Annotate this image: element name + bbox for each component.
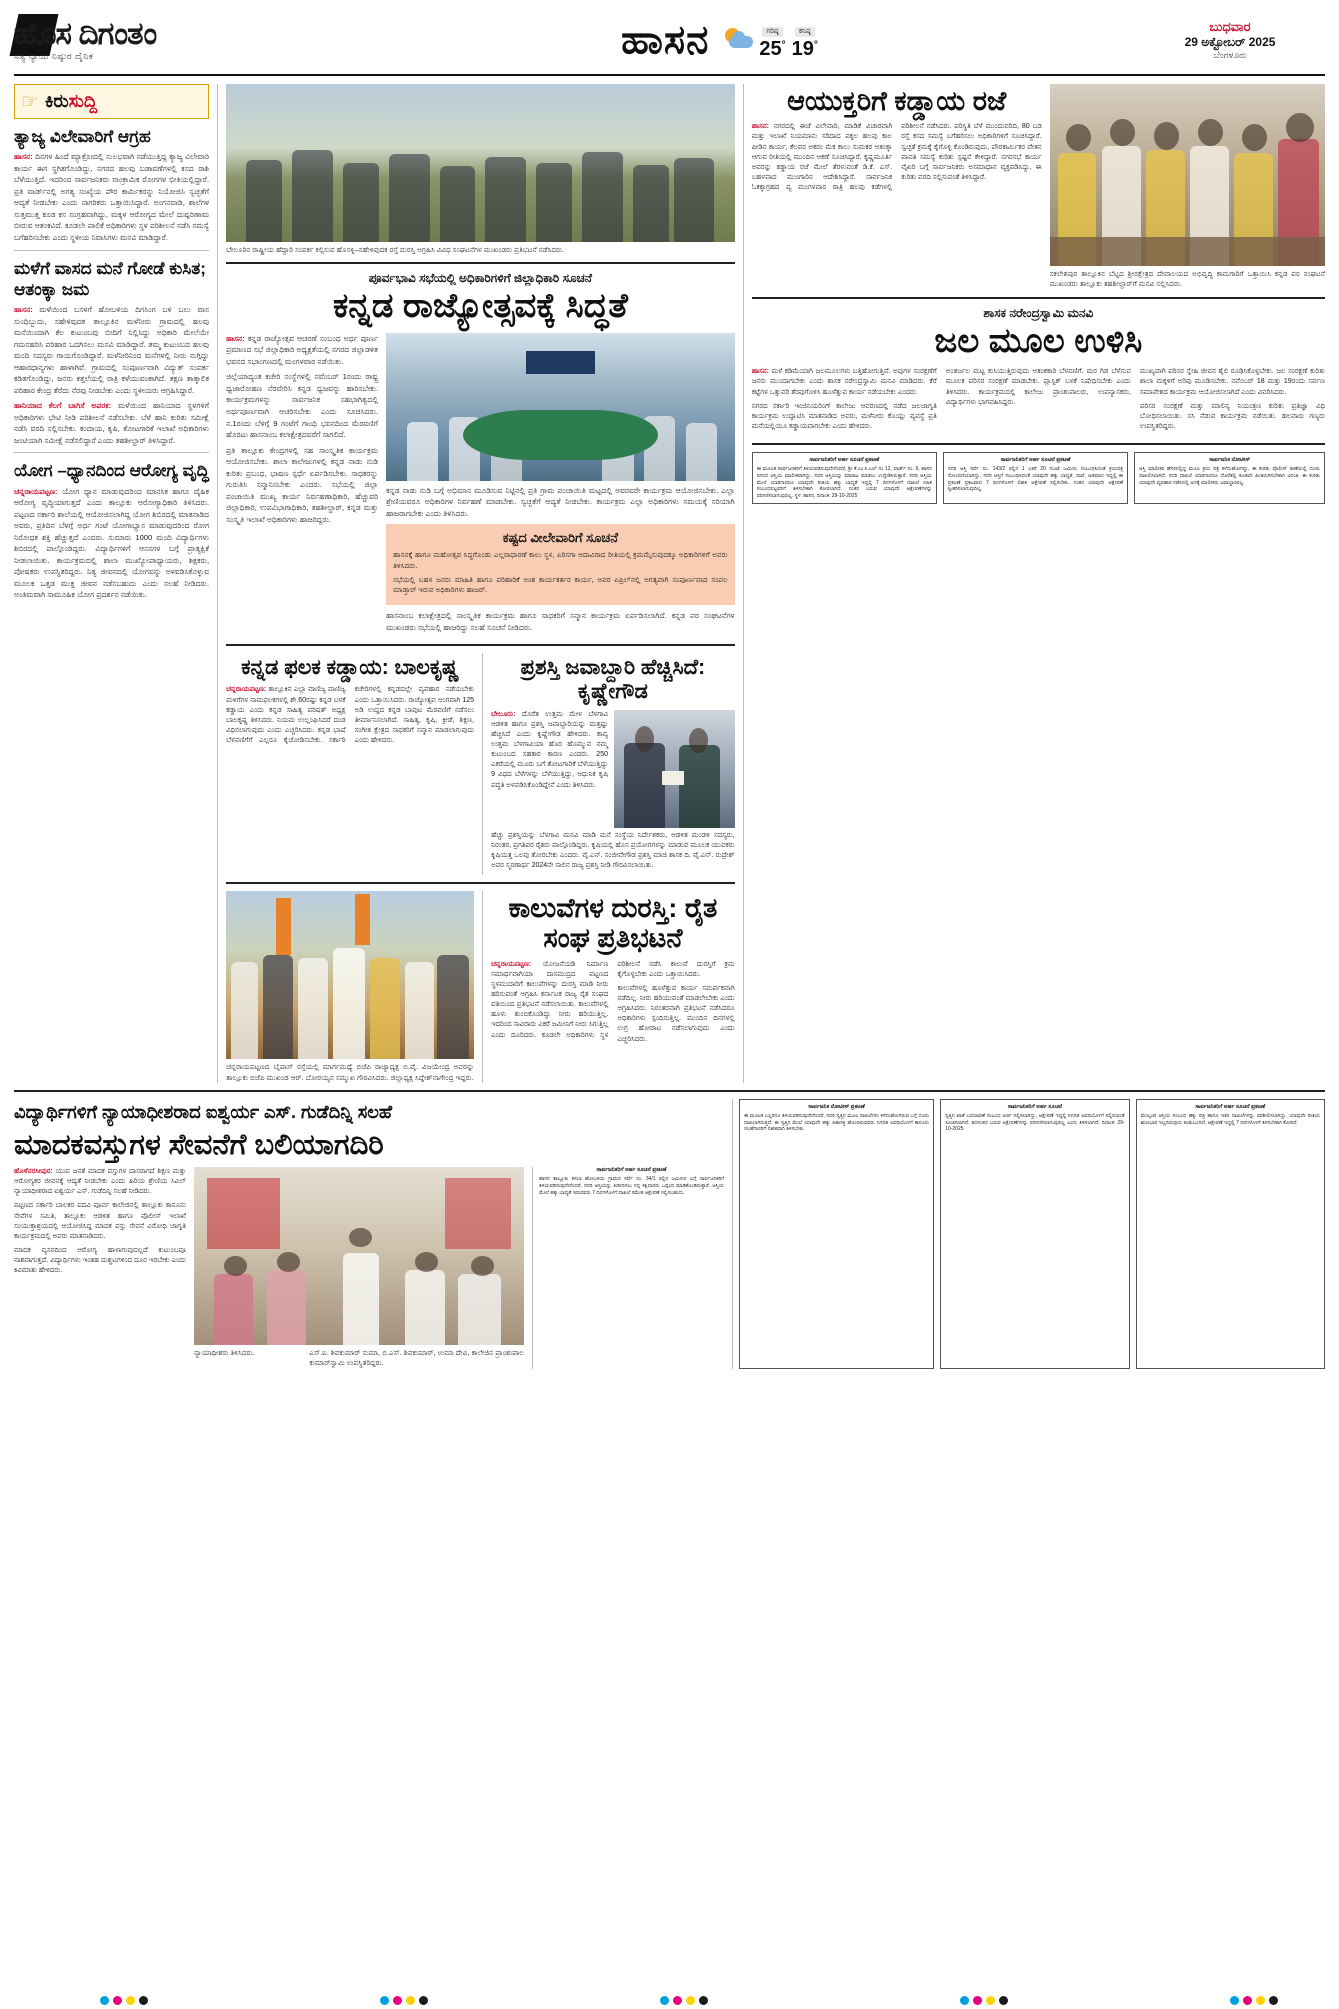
kannada-board-dateline: ಚನ್ನರಾಯಪಟ್ಟಣ:	[226, 686, 267, 694]
jala-col4: ಮುಖ್ಯವಾಗಿ ಪರಿಸರ ಸ್ನೇಹಿ ಜೀವನ ಶೈಲಿ ರೂಢಿಸಿಕೊಳ್ಳಬೇಕು. ಜಲ ಸಂರಕ್ಷಣೆ ಕುರಿತು ಶಾಲಾ ಮಕ್ಕಳಿಗೆ ಅರಿವು ಮೂಡಿಸಬೇಕು. ನವೆಂಬರ್ 18 ಮತ್ತು 19ರಂದು ಸರ್ವಣ ಸಮಾವೇಶದ ಕಾರ್ಯಕ್ರಮ ಆಯೋಜಿಸಲಾಗಿದೆ ಎಂದು ವಿವರಿಸಿದರು.	[1139, 368, 1326, 396]
drugs-dateline: ಹೊಳೆನರಸೀಪುರ:	[14, 1168, 53, 1176]
left-story2-subtext: ಮಳೆಯಿಂದ ಹಾನಿಯಾದ ಸ್ಥಳಗಳಿಗೆ ಅಧಿಕಾರಿಗಳು ಭೇಟಿ ನೀಡಿ ಪರಿಶೀಲನೆ ನಡೆಸಬೇಕು. ಬೆಳೆ ಹಾನಿ ಕುರಿತು ಸಮೀಕ್ಷೆ ನಡೆಸಿ ವರದಿ ಸಲ್ಲಿಸಬೇಕು. ಕಂದಾಯ, ಕೃಷಿ, ತೋಟಗಾರಿಕೆ ಇಲಾಖೆ ಅಧಿಕಾರಿಗಳು ಜಂಟಿಯಾಗಿ ಸಮೀಕ್ಷೆ ನಡೆಸಲಿದ್ದಾರೆ ಎಂದು ತಹಶೀಲ್ದಾರ್ ತಿಳಿಸಿದ್ದಾರೆ.	[14, 401, 210, 445]
award-body2: ಹೆಚ್ಚು ಪ್ರಶಸ್ತಿಯನ್ನು ಬೆಳಗಾವಿ ಮನವಿ ಮಾಡಿ ಮನೆ ಸಂಸ್ಥೆಯ ನಿರ್ದೇಶಕರು, ಆಡಳಿತ ಮಂಡಳಿ ಸದಸ್ಯರು, ನಿರಂತರ, ಪ್ರಗತಿಪರ ರೈತರು ಪಾಲ್ಗೊಂಡಿದ್ದರು. ಕೃಷಿಯಲ್ಲಿ ಹೊಸ ಪ್ರಯೋಗಗಳನ್ನು ಮಾಡುವ ಮೂಲಕ ಯುವಕರು ಕೃಷಿಯತ್ತ ಒಲವು ತೋರಬೇಕು ಎಂದರು. ವೈ.ಎನ್. ಸಂಜೀವೇಗೌಡ ಪ್ರಶಸ್ತಿ ಮಾಜಿ ಶಾಸಕ ದಿ. ವೈ.ಎನ್. ರುದ್ರೇಶ್ ಅವರ ಸ್ಮರಣಾರ್ಥ 2024ನೇ ಸಾಲಿನ ರಾಜ್ಯ ಪ್ರಶಸ್ತಿ ನೀಡಿ ಗೌರವಿಸಲಾಯಿತು.	[491, 831, 735, 869]
ad-item[interactable]	[539, 1167, 724, 1196]
jala-col1: ಹಾಸನ: ಮಳೆ ಕಡಿಮೆಯಾಗಿ ಜಲಮೂಲಗಳು ಬತ್ತಿಹೋಗುತ್ತಿವೆ. ಅವುಗಳ ಸಂರಕ್ಷಣೆಗೆ ಜನರು ಮುಂದಾಗಬೇಕು ಎಂದು ಶಾಸಕ ನರೇಂದ್ರಸ್ವಾಮಿ ಮನವಿ ಮಾಡಿದರು. ಕೆರೆ ಕಟ್ಟೆಗಳ ಒತ್ತುವರಿ ತೆರವುಗೊಳಿಸಿ ಹೂಳೆತ್ತುವ ಕಾರ್ಯ ನಡೆಯಬೇಕು ಎಂದರು.	[751, 368, 937, 396]
photo-memorandum-caption: ಸಕಲೇಶಪುರ ತಾಲ್ಲೂಕಿನ ಬೆಟ್ಟದ ಶ್ರೀರಕ್ಷೇತ್ರದ ದೇವಾಲಯದ ಅಭಿವೃದ್ಧಿ ಕಾಮಗಾರಿಗೆ ಒತ್ತಾಯಿಸಿ ಕನ್ನಡ ಪರ ಸಂಘಟನೆ ಮುಖಂಡರು ತಾಲ್ಲೂಕು ತಹಶೀಲ್ದಾರ್‌ಗೆ ಮನವಿ ಸಲ್ಲಿಸಿದರು.	[1049, 269, 1325, 289]
logo[interactable]	[14, 18, 304, 62]
logo-title-part1: ಹೊಸ	[14, 16, 79, 51]
ad-item[interactable]	[1136, 1099, 1325, 1369]
registration-dots-center	[660, 1996, 708, 2005]
left-story2-body	[14, 304, 209, 396]
ad-item[interactable]	[940, 1099, 1129, 1369]
bottom-right-ads	[732, 1099, 1325, 1369]
page-content	[14, 84, 1325, 1083]
drugs-body3: ಮಾದಕ ವ್ಯಸನದಿಂದ ಆರೋಗ್ಯ ಹಾಳಾಗುವುದಲ್ಲದೆ ಕುಟುಂಬವೂ ನಾಶವಾಗುತ್ತದೆ. ವಿದ್ಯಾರ್ಥಿಗಳು ಇಂತಹ ದುಶ್ಚಟಗಳಿಂದ ದೂರ ಇರಬೇಕು ಎಂದು ಕಿವಿಮಾತು ಹೇಳಿದರು.	[14, 1247, 186, 1275]
lead-kicker: ಪೂರ್ವಭಾವಿ ಸಭೆಯಲ್ಲಿ ಅಧಿಕಾರಿಗಳಿಗೆ ಜಿಲ್ಲಾಧಿಕಾರಿ ಸೂಚನೆ	[368, 271, 592, 286]
lead-sidebox-p2: ಸಭೆಯಲ್ಲಿ ಬಹಳ ಜನರು ಮಾಹಿತಿ ಹಾಗೂ ಪರಿಹಾರಿಕೆ ಅಂಶ ಕಾರ್ಯಕರ್ತರ ಕಾರ್ಯ, ಅವರ ಏಪ್ರಿಲ್‌ನಲ್ಲಿ ಅಗತ್ಯವಾಗಿ ಸಂಪೂರ್ಣವಾದ ಸಂಪಲ ಮಾಡ್ತಾರ್ ಇರುವ ಅಧಿಕಾರಿಗಳು ಹಾಜರ್.	[393, 574, 728, 595]
temp-max	[759, 20, 785, 61]
ad-headline: ಸಾರ್ವಜನಿಕರಿಗೆ ಅರ್ಹ ಸೂಚನೆ	[1007, 1103, 1063, 1110]
registration-dots-left	[100, 1996, 148, 2005]
temp-max-value: 25	[759, 37, 782, 60]
ad-headline: ಸಾರ್ವಜನಿಕರಿಗೆ ಅರ್ಹ ಸೂಚನೆ ಪ್ರಕಟಣೆ	[596, 1167, 667, 1174]
edition-title: ಹಾಸನ	[621, 17, 710, 62]
canal-dateline: ಚನ್ನರಾಯಪಟ್ಟಣ:	[491, 960, 532, 968]
lead-sidebox-head: ಕಷ್ಟದ ವೀಲೇವಾರಿಗೆ ಸೂಚನೆ	[502, 530, 618, 546]
ad-body: ಮೇಲ್ಕಂಡ ಆಸ್ತಿಯ ಸಂಬಂಧ ಹಕ್ಕು ಪತ್ರ ಹಾಗೂ ಇತರ ದಾಖಲೆಗಳನ್ನು ಪರಿಶೀಲಿಸಲಾಗಿದ್ದು, ಯಾವುದೇ ರೀತಿಯ ಋಣಭಾರ ಇಲ್ಲದಿರುವುದು ಕಂಡುಬಂದಿದೆ. ಆಕ್ಷೇಪಣೆ ಇದ್ದಲ್ಲಿ 7 ದಿನಗಳೊಳಗೆ ತಿಳಿಸಬೇಕಾಗಿ ಕೋರಿದೆ.	[1140, 1113, 1320, 1126]
photo-awareness-program	[194, 1167, 524, 1345]
left-story3-headline: ಯೋಗ –ಧ್ಯಾನದಿಂದ ಆರೋಗ್ಯ ವೃದ್ಧಿ	[14, 461, 210, 481]
photo-road-protest	[226, 84, 735, 242]
bottom-section	[14, 1099, 1325, 1369]
temp-min	[792, 20, 818, 61]
masthead	[14, 10, 1325, 76]
drugs-body2: ಪಟ್ಟಣದ ಸರ್ಕಾರಿ ಬಾಲಕರ ಪದವಿ ಪೂರ್ವ ಕಾಲೇಜಿನಲ್ಲಿ ತಾಲ್ಲೂಕು ಕಾನೂನು ಸೇವೆಗಳ ಸಮಿತಿ, ತಾಲ್ಲೂಕು ಆಡಳಿತ ಹಾಗೂ ಪೊಲೀಸ್ ಇಲಾಖೆ ಸಂಯುಕ್ತಾಶ್ರಯದಲ್ಲಿ ಆಯೋಜಿಸಿದ್ದ ಮಾದಕ ವಸ್ತು ಸೇವನೆ ವಿರೋಧಿ ಜಾಗೃತಿ ಕಾರ್ಯಕ್ರಮದಲ್ಲಿ ಅವರು ಮಾತನಾಡಿದರು.	[14, 1202, 186, 1240]
left-story1-text: ದಿನಗಳ ಹಿಂದೆ ಮ್ಯಾಕ್ರೋದಲ್ಲಿ ಸುಲಭವಾಗಿ ನಡೆಯುತ್ತಿದ್ದ ತ್ಯಾಜ್ಯ ವಿಲೇವಾರಿ ಕಾರ್ಯ ಈಗ ಸ್ಥಗಿತಗೊಂಡಿದ್ದು, ನಗರದ ಹಲವು ಬಡಾವಣೆಗಳಲ್ಲಿ ಕಸದ ರಾಶಿ ಬೆಳೆಯುತ್ತಿದೆ. ಇದರಿಂದ ಸಾರ್ವಜನಿಕರು ಸಾಂಕ್ರಾಮಿಕ ರೋಗಗಳ ಭೀತಿಯಲ್ಲಿದ್ದಾರೆ. ಪ್ರತಿ ವಾರ್ಡ್‌ನಲ್ಲಿ ಅಗತ್ಯ ಸಂಖ್ಯೆಯ ಪೌರ ಕಾರ್ಮಿಕರನ್ನು ನಿಯೋಜಿಸಿ ಸ್ವಚ್ಛತೆಗೆ ಆದ್ಯತೆ ನೀಡಬೇಕು ಎಂದು ನಾಗರಿಕರು ಒತ್ತಾಯಿಸಿದ್ದಾರೆ. ಅಂಗನವಾಡಿ, ಶಾಲೆಗಳ ಸುತ್ತಮುತ್ತ ಕೂಡ ಕಸ ಸಂಗ್ರಹವಾಗಿದ್ದು, ಮಕ್ಕಳ ಆರೋಗ್ಯದ ಮೇಲೆ ದುಷ್ಪರಿಣಾಮ ಬೀರುವ ಆತಂಕವಿದೆ. ಕೂಡಲೇ ಪಾಲಿಕೆ ಅಧಿಕಾರಿಗಳು ಸ್ಥಳ ಪರಿಶೀಲನೆ ನಡೆಸಿ ಸಮಸ್ಯೆ ಬಗೆಹರಿಸಬೇಕು ಎಂದು ಸ್ಥಳೀಯ ನಿವಾಸಿಗಳು ಮನವಿ ಮಾಡಿದ್ದಾರೆ.	[14, 152, 210, 242]
logo-title	[14, 18, 294, 49]
kiru-label-1: ಕಿರು	[44, 91, 69, 111]
ad-item[interactable]	[1134, 452, 1325, 504]
left-story2-subhead: ಹಾನಿಯಾದ ಕೆಲಗೆ ಬಾಗಿಸೆ ಅಪರಕ:	[14, 401, 112, 411]
ad-headline: ಸಾರ್ವಜನಿಕರಿಗೆ ಅರ್ಹ ಸೂಚನೆ ಪ್ರಕಟಣೆ	[1000, 457, 1071, 464]
jala-headline: ಜಲ ಮೂಲ ಉಳಿಸಿ	[934, 321, 1143, 360]
lead-sidebox	[386, 524, 735, 605]
left-story2-sub	[14, 400, 209, 446]
kiru-label-2: ಸುದ್ದಿ	[68, 91, 98, 111]
lead-dateline: ಹಾಸನ:	[226, 333, 245, 343]
masthead-date-block	[1135, 19, 1325, 61]
pointing-hand-icon: ☞	[21, 91, 39, 113]
left-story3-body	[14, 486, 209, 601]
publication-day: ಬುಧವಾರ	[1209, 19, 1251, 34]
photo-memorandum	[1050, 84, 1325, 266]
left-story1-dateline: ಹಾಸನ:	[14, 152, 33, 162]
lead-para4: ಕನ್ನಡ ನಾಡು ನುಡಿ ಬಗ್ಗೆ ಅಭಿಮಾನ ಮೂಡಿಸುವ ನಿಟ್ಟಿನಲ್ಲಿ ಪ್ರತಿ ಗ್ರಾಮ ಪಂಚಾಯಿತಿ ಮಟ್ಟದಲ್ಲಿ ಅವರವರೇ ಕಾರ್ಯಕ್ರಮ ಆಯೋಜಿಸಬೇಕು. ಎಲ್ಲಾ ಶ್ರೇಣಿಯವರೂ ಅಧಿಕಾರಿಗಳ ನಿರ್ವಹಣೆ ಮಾಡಬೇಕು. ಸ್ವಚ್ಛತೆಗೆ ಆದ್ಯತೆ ನೀಡಬೇಕು. ಕಾರ್ಯಕ್ರಮ ಎಲ್ಲಾ ಅಧಿಕಾರಿಗಳು ಸಮಯಕ್ಕೆ ಸರಿಯಾಗಿ ಹಾಜರಾಗಬೇಕು ಎಂದು ತಿಳಿಸಿದರು.	[386, 485, 735, 518]
ad-headline: ಸಾರ್ವಜನಿಕರಿಗೆ ಅರ್ಹ ಸೂಚನೆ ಪ್ರಕಟಣೆ	[1195, 1103, 1266, 1110]
left-story2-dateline: ಹಾಸನ:	[14, 305, 33, 314]
canal-headline: ಕಾಲುವೆಗಳ ದುರಸ್ತಿ: ರೈತ ಸಂಘ ಪ್ರತಿಭಟನೆ	[508, 893, 718, 954]
temp-max-label: ಗರಿಷ್ಠ	[762, 27, 782, 37]
registration-dots-right	[960, 1996, 1008, 2005]
canal-body2: ಕಾಲುವೆಗಳಲ್ಲಿ ಹೂಳೆತ್ತುವ ಕಾರ್ಯ ಸಮರ್ಪಕವಾಗಿ ನಡೆದಿಲ್ಲ. ನೀರು ಹರಿಯುವಂತೆ ಮಾಡಲೇಬೇಕು ಎಂದು ಆಗ್ರಹಿಸಿದರು. ನಿರಂತರವಾಗಿ ಪ್ರತಿಭಟನೆ ನಡೆಸಿದರೂ ಅಧಿಕಾರಿಗಳು ಸ್ಪಂದಿಸುತ್ತಿಲ್ಲ. ಮುಂದಿನ ದಿನಗಳಲ್ಲಿ ಉಗ್ರ ಹೋರಾಟ ನಡೆಸಲಾಗುವುದು ಎಂದು ಎಚ್ಚರಿಸಿದರು.	[617, 984, 735, 1043]
photo-road-protest-caption: ಬೇಲೂರಿನ ರಾಷ್ಟ್ರೀಯ ಹೆದ್ದಾರಿ ಸಂಪರ್ಕ ಕಲ್ಪಿಸುವ ಹೊಸಳ್ಳಿ–ಸಹೇಳಿವುದಕ ರಸ್ತೆ ದುರಸ್ತಿ ಆಗ್ರಹಿಸಿ ವಿವಿಧ ಸಂಘಟನೆಗಳ ಮುಖಂಡರು ಪ್ರತಿಭಟನೆ ನಡೆಸಿದರು.	[226, 245, 565, 254]
publication-place: ಬೆಂಗಳೂರು	[1213, 50, 1247, 60]
lead-sidebox-p1: ಹಾಸನಕ್ಕೆ ಹಾಗೂ ಮಹೋತ್ಸವ ಸಿದ್ಧಗೊಂಡು ಎಲ್ಲರಾಧಾರಣೆ ಕಾಲು ಸ್ಥಳ, ಏರಿಸಗಾ ಆದಾವಿರಾದ ರೀತಿಯಲ್ಲಿ ಕ್ರಮಮೈಸುವುದಕ್ಕೂ ಅಧಿಕಾರಿಗಳಿಗೆ ಅವರು ತಿಳಿಸಿದರು.	[393, 550, 728, 570]
award-headline: ಪ್ರಶಸ್ತಿ ಜವಾಬ್ದಾರಿ ಹೆಚ್ಚಿಸಿದೆ: ಕೃಷ್ಣೇಗೌಡ	[520, 656, 706, 704]
jala-col3: ಅಂತರ್ಜಲ ಮಟ್ಟ ಕುಸಿಯುತ್ತಿರುವುದು ಆತಂಕಕಾರಿ ಬೆಳವಣಿಗೆ. ಮರ ಗಿಡ ಬೆಳೆಸುವ ಮೂಲಕ ಪರಿಸರ ಸಂರಕ್ಷಣೆ ಮಾಡಬೇಕು. ಪ್ಲಾಸ್ಟಿಕ್ ಬಳಕೆ ನಿಷೇಧಿಸಬೇಕು ಎಂದು ತಿಳಿಸಿದರು. ಕಾರ್ಯಕ್ರಮದಲ್ಲಿ ಕಾಲೇಜು ಪ್ರಾಂಶುಪಾಲರು, ಉಪನ್ಯಾಸಕರು, ವಿದ್ಯಾರ್ಥಿಗಳು ಭಾಗವಹಿಸಿದ್ದರು.	[945, 368, 1131, 406]
ad-body: ಹಾಸನ ತಾಲ್ಲೂಕು ಕಸಬಾ ಹೋಬಳಿಯ ಗ್ರಾಮದ ಸರ್ವೆ ನಂ. 34/1 ರಲ್ಲಿನ ಜಮೀನಿನ ಬಗ್ಗೆ ಸಾರ್ವಜನಿಕರಿಗೆ ತಿಳಿಯಪಡಿಸುವುದೇನೆಂದರೆ, ಸದರಿ ಆಸ್ತಿಯನ್ನು ಖರೀದಿಸಲು ನನ್ನ ಕಕ್ಷಿದಾರರು ಒಪ್ಪಂದ ಮಾಡಿಕೊಂಡಿರುತ್ತಾರೆ. ಆಸ್ತಿಯ ಮೇಲೆ ಹಕ್ಕು ಬಾಧ್ಯತೆ ಇರುವವರು 7 ದಿನಗಳೊಳಗೆ ದಾಖಲೆ ಸಮೇತ ಆಕ್ಷೇಪಣೆ ಸಲ್ಲಿಸಬಹುದು.	[539, 1176, 724, 1196]
commissioner-headline: ಆಯುಕ್ತರಿಗೆ ಕಡ್ಡಾಯ ರಜೆ	[787, 86, 1007, 116]
middle-column	[217, 84, 735, 1083]
commissioner-dateline: ಹಾಸನ:	[751, 123, 769, 131]
registration-dots-far-right	[1230, 1996, 1278, 2005]
drugs-kicker: ವಿದ್ಯಾರ್ಥಿಗಳಿಗೆ ನ್ಯಾಯಾಧೀಶರಾದ ಐಶ್ವರ್ಯ ಎಸ್. ಗುಡೆದಿನ್ನಿ ಸಲಹೆ	[14, 1101, 393, 1122]
drugs-headline: ಮಾದಕವಸ್ತುಗಳ ಸೇವನೆಗೆ ಬಲಿಯಾಗದಿರಿ	[14, 1128, 384, 1161]
left-story3-dateline: ಚನ್ನರಾಯಪಟ್ಟಣ:	[14, 486, 58, 496]
weather-widget	[723, 20, 818, 61]
ad-body: ಆಸ್ತಿ ಮಾಲೀಕರ ಹೆಸರಿನಲ್ಲಿದ್ದ ಮೂಲ ಕ್ರಯ ಪತ್ರ ಕಳೆದುಹೋಗಿದ್ದು, ಈ ಕುರಿತು ಪೊಲೀಸ್ ಠಾಣೆಯಲ್ಲಿ ದೂರು ದಾಖಲಿಸಲಾಗಿದೆ. ಸದರಿ ದಾಖಲೆ ಯಾರಿಗಾದರೂ ದೊರೆತಲ್ಲಿ ಕೂಡಲೇ ಹಿಂತಿರುಗಿಸಬೇಕಾಗಿ ವಿನಂತಿ. ಈ ಕುರಿತು ಯಾವುದೇ ವ್ಯವಹಾರ ನಡೆಸಿದಲ್ಲಿ ಅದಕ್ಕೆ ಮಾಲೀಕರು ಜವಾಬ್ದಾರರಲ್ಲ.	[1139, 466, 1320, 486]
left-story1-body	[14, 151, 209, 243]
lead-headline: ಕನ್ನಡ ರಾಜ್ಯೋತ್ಸವಕ್ಕೆ ಸಿದ್ಧತೆ	[332, 287, 628, 326]
ad-headline: ಸಾರ್ವಜನಿಕರಿಗೆ ಅರ್ಹ ಸೂಚನೆ ಪ್ರಕಟಣೆ	[809, 457, 880, 464]
drugs-body: ಹೊಳೆನರಸೀಪುರ: ಯುವ ಜನತೆ ಮಾದಕ ವಸ್ತುಗಳ ದಾಸರಾಗದೆ ಶಿಕ್ಷಣ ಮತ್ತು ಆರೋಗ್ಯಕರ ಜೀವನಕ್ಕೆ ಆದ್ಯತೆ ನೀಡಬೇಕು ಎಂದು ಹಿರಿಯ ಶ್ರೇಣಿಯ ಸಿವಿಲ್ ನ್ಯಾಯಾಧೀಶರಾದ ಐಶ್ವರ್ಯ ಎಸ್. ಗುಡೆದಿನ್ನಿ ಸಲಹೆ ನೀಡಿದರು.	[14, 1168, 186, 1196]
right-column	[743, 84, 1325, 1083]
commissioner-body: ಹಾಸನ: ನಗರದಲ್ಲಿ ಈಚೆ ವಿಲೇವಾರಿ, ಮಾಡಿಕೆ ವಿಚಾರವಾಗಿ ಮತ್ತು ಇಲಾಖೆ ನಿಯಮಾನು ಸರಿದಾದ ಪಕೃಲ ಹಲವು ಕಾಲ ಪೀಡಿನ ಕಾರ್ಯ, ಕೆಲವರ ಅಕರಂ ಮೆಕ ಕಾಲು ಸುಮಕರ ಆತಂಕ್ಕಾ ಆಗುವ ರೀತಿಯಲ್ಲಿ ಮುಂದಿನ ಆಕಣೆ ಸೂಚಿಸಿದ್ದಾರೆ. ಕೃಷ್ಣಮೂರ್ತಿ ಅವರನ್ನು ಕಡ್ಡಾಯ ರಜೆ ಮೇಲೆ ತೆರಳುವಂತೆ ಡಿ.ಕೆ. ಎಸ್. ಬಹಳವಾದ ಮುಂಗಾರಿನ ಆದೇಶಿಸಿದ್ದಾರೆ. ಸಾರ್ವಜನಿಕ ಓಕಕ್ಕಾಗ್ರಹದ ವ್ಯ ಮಂಗಳವಾರ ರಾತ್ರಿ ಹಲವು ಕಡೆಗಳಲ್ಲಿ ಪರಿಶೀಲನೆ ನಡೆಸಿದರು. ಪರಿಸ್ಥಿತಿ ಬೆಳೆ ಮುಂದುವರಿದಿ, 80 ಬಡ ರಸ್ತೆ ಕಸದ ಸಮಸ್ಯೆ ಬಗೆಹರಿಸಲು ಅಧಿಕಾರಿಗಳಿಗೆ ಸೂಚಿಸಿದ್ದಾರೆ. ಸ್ವಚ್ಛತೆ ಕ್ರಮಕ್ಕೆ ಕೈಗೊಳ್ಳಿ ಕೊಂಡಿರುವುದು, ಪೌರಕಾರ್ಮಿಕರ ವೇತನ ಪಾವತಿ ಸಮಸ್ಯೆ ಕುರಿತು ಸ್ಪಷ್ಟನೆ ಕೇಳಿದ್ದಾರೆ. ನಗರಸಭೆ ಕಾರ್ಯ ವೈಖರಿ ಬಗ್ಗೆ ಸಾರ್ವಜನಿಕರು ಅಸಮಾಧಾನ ವ್ಯಕ್ತಪಡಿಸಿದ್ದು, ಈ ಕುರಿತು ವರದಿ ಸಲ್ಲಿಸುವಂತೆ ತಿಳಿಸಿದ್ದಾರೆ.	[751, 123, 1042, 192]
photo-bjp-rally	[226, 891, 474, 1059]
publication-date: 29 ಅಕ್ಟೋಬರ್ 2025	[1184, 35, 1276, 49]
ad-headline: ಸಾರ್ವಜನಿಕ ನೋಟೀಸ್	[1209, 457, 1251, 464]
masthead-center	[304, 18, 1135, 63]
jala-dateline: ಹಾಸನ:	[751, 368, 769, 376]
registration-dots-mid	[380, 1996, 428, 2005]
ad-item[interactable]	[943, 452, 1128, 504]
temp-min-label: ಕನಿಷ್ಠ	[795, 27, 815, 37]
lead-para2: ಜಿಲ್ಲೆಯಾದ್ಯಂತ ಕಚೇರಿ ಸಂಸ್ಥೆಗಳಲ್ಲಿ ನವೆಂಬರ್ 1ರಂದು ರಾಷ್ಟ್ರ ಧ್ವಜಾರೋಹಣ ನೆರವೇರಿಸಿ ಕನ್ನಡ ಧ್ವಜವನ್ನು ಹಾರಿಸಬೇಕು. ಕಾರ್ಯಕ್ರಮಗಳನ್ನು ಸಾರ್ವಜನಿಕ ಸಹಭಾಗಿತ್ವದಲ್ಲಿ ಅರ್ಥಪೂರ್ಣವಾಗಿ ಆಚರಿಸಬೇಕು ಎಂದು ಸೂಚಿಸಿದರು. ನ.1ರಂದು ಬೆಳಿಗ್ಗೆ 9 ಗಂಟೆಗೆ ಗಾಂಧಿ ಭವನದಿಂದ ಮೆರವಣಿಗೆ ಹೊರಟು ಹಾಸನಾಂಬ ಕಲಾಕ್ಷೇತ್ರದವರೆಗೆ ಸಾಗಲಿದೆ.	[226, 372, 379, 440]
photo-dc-meeting	[386, 333, 735, 481]
ad-body: ಸ್ವತ್ತಿನ ಖಾತೆ ಬದಲಾವಣೆ ಸಂಬಂಧ ಅರ್ಜಿ ಸಲ್ಲಿಸಲಾಗಿದ್ದು, ಆಕ್ಷೇಪಣೆ ಇದ್ದಲ್ಲಿ ನಿಗದಿತ ಅವಧಿಯೊಳಗೆ ಸಲ್ಲಿಸುವಂತೆ ಸೂಚಿಸಲಾಗಿದೆ. ತದನಂತರ ಬರುವ ಆಕ್ಷೇಪಣೆಗಳನ್ನು ಪರಿಗಣಿಸಲಾಗುವುದಿಲ್ಲ ಎಂದು ತಿಳಿಸಲಾಗಿದೆ. ದಿನಾಂಕ: 29-10-2025	[945, 1113, 1125, 1133]
logo-subtitle: ಸತ್ಯ ನ್ಯಾಯ ನಿಷ್ಠುರ ದೈನಿಕ	[14, 51, 94, 61]
ad-body: ಸದರಿ ಆಸ್ತಿ ಸರ್ವೆ ನಂ. 143/2 ರಲ್ಲಿನ 1 ಎಕರೆ 20 ಗುಂಟೆ ಜಮೀನು ಸಂಬಂಧಿಸಿದಂತೆ ಕ್ರಯಪತ್ರ ನೋಂದಣಿಯಾಗಿದ್ದು, ಸದರಿ ಆಸ್ತಿಗೆ ಸಂಬಂಧಿಸಿದಂತೆ ಯಾವುದೇ ಹಕ್ಕು ಬಾಧ್ಯತೆ, ದಾವೆ, ಅಡಮಾನ ಇದ್ದಲ್ಲಿ ಈ ಪ್ರಕಟಣೆ ಪ್ರಕಟವಾದ 7 ದಿನಗಳೊಳಗೆ ಲಿಖಿತ ಆಕ್ಷೇಪಣೆ ಸಲ್ಲಿಸಬೇಕು. ನಂತರ ಯಾವುದೇ ಆಕ್ಷೇಪಣೆ ಸ್ವೀಕರಿಸಲಾಗುವುದಿಲ್ಲ.	[947, 466, 1124, 493]
ad-item[interactable]	[739, 1099, 934, 1369]
ad-headline: ಸಾರ್ವಜನಿಕ ನೋಟೀಸ್ ಪ್ರಕಟಣೆ	[808, 1103, 865, 1110]
left-story1-headline: ತ್ಯಾಜ್ಯ ವಿಲೇವಾರಿಗೆ ಆಗ್ರಹ	[14, 127, 151, 146]
ad-item[interactable]	[752, 452, 937, 504]
ad-body: ಈ ಮೂಲಕ ಎಲ್ಲರಿಗೂ ತಿಳಿಯಪಡಿಸುವುದೇನೆಂದರೆ, ಸದರಿ ಸ್ವತ್ತಿನ ಮೂಲ ದಾಖಲೆಗಳು ಕಳೆದುಹೋಗಿರುವ ಬಗ್ಗೆ ದೂರು ದಾಖಲಾಗಿರುತ್ತದೆ. ಈ ಸ್ವತ್ತಿನ ಮೇಲೆ ಯಾವುದೇ ಹಕ್ಕು ಹಿತಾಸಕ್ತಿ ಹೊಂದಿರುವವರು ನಿಗದಿತ ಅವಧಿಯೊಳಗೆ ಕಾನೂನು ಸಲಹೆಗಾರರಿಗೆ ಲಿಖಿತವಾಗಿ ತಿಳಿಸಬೇಕು.	[744, 1113, 930, 1133]
degree-symbol-max: °	[781, 38, 786, 50]
jala-col5: ಪರಿಸರ ಸಂರಕ್ಷಣೆ ಮತ್ತು ಮಾಲಿನ್ಯ ನಿಯಂತ್ರಣ ಕುರಿತು ಪ್ರತಿಜ್ಞಾ ವಿಧಿ ಬೋಧಿಸಲಾಯಿತು. ಸಸಿ ನೆಡುವ ಕಾರ್ಯಕ್ರಮ ನಡೆಯಿತು. ಹಲವಾರು ಗಣ್ಯರು ಉಪಸ್ಥಿತರಿದ್ದರು.	[1139, 402, 1326, 430]
bottom-left	[14, 1099, 724, 1369]
temp-min-value: 19	[791, 37, 814, 60]
left-story3-text: ಯೋಗ ಧ್ಯಾನ ಮಾಡುವುದರಿಂದ ಮಾನಸಿಕ ಹಾಗೂ ದೈಹಿಕ ಆರೋಗ್ಯ ವೃದ್ಧಿಯಾಗುತ್ತದೆ ಎಂದು ತಾಲ್ಲೂಕು ಆರೋಗ್ಯಾಧಿಕಾರಿ ತಿಳಿಸಿದರು. ಪಟ್ಟಣದ ಸರ್ಕಾರಿ ಶಾಲೆಯಲ್ಲಿ ಆಯೋಜಿಸಲಾಗಿದ್ದ ಯೋಗ ಶಿಬಿರದಲ್ಲಿ ಮಾತನಾಡಿದ ಅವರು, ಪ್ರತಿದಿನ ಬೆಳಗ್ಗೆ ಅರ್ಧ ಗಂಟೆ ಯೋಗಾಭ್ಯಾಸ ಮಾಡುವುದರಿಂದ ರೋಗ ನಿರೋಧಕ ಶಕ್ತಿ ಹೆಚ್ಚುತ್ತದೆ ಎಂದರು. ಸುಮಾರು 1000 ಮಂದಿ ವಿದ್ಯಾರ್ಥಿಗಳು ಶಿಬಿರದಲ್ಲಿ ಪಾಲ್ಗೊಂಡಿದ್ದರು. ವಿದ್ಯಾರ್ಥಿಗಳಿಗೆ ಆಸನಗಳ ಬಗ್ಗೆ ಪ್ರಾತ್ಯಕ್ಷಿಕೆ ನೀಡಲಾಯಿತು. ಕಾರ್ಯಕ್ರಮದಲ್ಲಿ ಶಾಲಾ ಮುಖ್ಯೋಪಾಧ್ಯಾಯರು, ಶಿಕ್ಷಕರು, ಪೋಷಕರು ಉಪಸ್ಥಿತರಿದ್ದರು. ನಿತ್ಯ ಜೀವನದಲ್ಲಿ ಯೋಗವನ್ನು ಅಳವಡಿಸಿಕೊಳ್ಳುವ ಮೂಲಕ ಒತ್ತಡ ಮುಕ್ತ ಜೀವನ ನಡೆಸಬಹುದು ಎಂದು ಸಲಹೆ ನೀಡಿದರು. ಅಂತಿಮವಾಗಿ ಸಾಮೂಹಿಕ ಯೋಗ ಪ್ರದರ್ಶನ ನಡೆಯಿತು.	[14, 486, 210, 600]
lead-para1: ಹಾಸನ: ಕನ್ನಡ ರಾಜ್ಯೋತ್ಸವ ಆಚರಣೆ ಸಂಬಂಧ ಅರ್ಧ ಪೂರ್ಣ ಪ್ರಮಾಣದ ಸಭೆ ಜಿಲ್ಲಾಧಿಕಾರಿ ಅಧ್ಯಕ್ಷತೆಯಲ್ಲಿ ನಗರದ ಜಿಲ್ಲಾಡಳಿತ ಭವನದ ಸಭಾಂಗಣದಲ್ಲಿ ಮಂಗಳವಾರ ನಡೆಯಿತು.	[226, 333, 379, 366]
award-body: ಬೇಲೂರು: ದೊರೆತ ಉತ್ತಮ ಮೇಳ ಬೆಳಗಾವಿ ಆಡಳಿತ ಹಾಗೂ ಪ್ರಶಸ್ತಿ ಜವಾಬ್ದಾರಿಯನ್ನು ಮತ್ತಷ್ಟು ಹೆಚ್ಚಿಸಿದೆ ಎಂದು ಕೃಷ್ಣೇಗೌಡ ಹೇಳಿದರು. ಕಾವ್ಯ ಉತ್ತಮ ಬೆಳಗಾವಿಯಾ ಹೊರ ಹೊಮ್ಮುವ ನಮ್ಮ ಕುಟುಂಬದ ಸಹಕಾರ ಕಾರಣ ಎಂದರು. 250 ಎಕರೆಯಲ್ಲಿ ಮೂರು ಬಗೆ ತೋಟಗಾರಿಕೆ ಬೆಳೆಯುತ್ತಿದ್ದು 9 ವಿಧದ ಬೆಳೆಗಳನ್ನು ಬೆಳೆಯುತ್ತಿದ್ದು, ಆಧುನಿಕ ಕೃಷಿ ಪದ್ಧತಿ ಅಳವಡಿಸಿಕೊಂಡಿದ್ದೇನೆ ಎಂದು ತಿಳಿಸಿದರು.	[491, 710, 608, 789]
lead-para3: ಪ್ರತಿ ತಾಲ್ಲೂಕು ಕೇಂದ್ರಗಳಲ್ಲಿ ಸಹ ಸಾಂಸ್ಕೃತಿಕ ಕಾರ್ಯಕ್ರಮ ಆಯೋಜಿಸಬೇಕು. ಶಾಲಾ ಕಾಲೇಜುಗಳಲ್ಲಿ ಕನ್ನಡ ನಾಡು ನುಡಿ ಕುರಿತು ಪ್ರಬಂಧ, ಭಾಷಣ ಸ್ಪರ್ಧೆ ಏರ್ಪಡಿಸಬೇಕು. ಸಾಧಕರನ್ನು ಗುರುತಿಸಿ ಸನ್ಮಾನಿಸಬೇಕು ಎಂದರು. ಸಭೆಯಲ್ಲಿ ಜಿಲ್ಲಾ ಪಂಚಾಯಿತಿ ಮುಖ್ಯ ಕಾರ್ಯ ನಿರ್ವಹಣಾಧಿಕಾರಿ, ಹೆಚ್ಚುವರಿ ಜಿಲ್ಲಾಧಿಕಾರಿ, ಉಪವಿಭಾಗಾಧಿಕಾರಿ, ತಹಶೀಲ್ದಾರ್, ಕನ್ನಡ ಮತ್ತು ಸಂಸ್ಕೃತಿ ಇಲಾಖೆ ಅಧಿಕಾರಿಗಳು ಹಾಜರಿದ್ದರು.	[226, 445, 379, 524]
logo-title-part2: ದಿಗಂತ	[78, 16, 157, 51]
canal-body: ಚನ್ನರಾಯಪಟ್ಟಣ: ಯೋಜನೆಯಡಿ ನಿರ್ಮಾಣ ಸಮಾರ್ಥವಾಗಿಯಾ ದಾಸಮುದ್ರದ ಪಟ್ಟಣದ ಸ್ಥಳಮುದಾರಿಗೆ ಕಾಲುವೆಗಳನ್ನು ದುರಸ್ತಿ ಮಾಡಿ ನೀರು ಹರಿಸುವಂತೆ ಆಗ್ರಹಿಸಿ ಕರ್ನಾಟಕ ರಾಜ್ಯ ರೈತ ಸಂಘದ ವತಿಯಿಂದ ಪ್ರತಿಭಟನೆ ನಡೆಸಲಾಯಿತು. ಕಾಲುವೆಗಳಲ್ಲಿ ಹೂಳು ತುಂಬಿಕೊಂಡಿದ್ದು ನೀರು ಹರಿಯುತ್ತಿಲ್ಲ. ಇದರಿಂದ ಸಾವಿರಾರು ಎಕರೆ ಜಮೀನಿಗೆ ನೀರು ಸಿಗುತ್ತಿಲ್ಲ ಎಂದು ದೂರಿದರು. ಕೂಡಲೇ ಅಧಿಕಾರಿಗಳು ಸ್ಥಳ ಪರಿಶೀಲನೆ ನಡೆಸಿ ಕಾಲುವೆ ದುರಸ್ತಿಗೆ ಕ್ರಮ ಕೈಗೊಳ್ಳಬೇಕು ಎಂದು ಒತ್ತಾಯಿಸಿದರು.	[491, 960, 735, 1039]
sun-cloud-icon	[723, 27, 753, 53]
kannada-board-headline: ಕನ್ನಡ ಫಲಕ ಕಡ್ಡಾಯ: ಬಾಲಕೃಷ್ಣ	[241, 656, 460, 680]
left-story2-text: ಮಳೆಯಿಂದ ಬಸಳಿಗೆ ಹೋಬಳಿಯ ದಿಗಸಿಂಗ ಬಳಿ ಬಲು ವಾಸ ಸುಂಧಿಬ್ಬುದು, ಸಹೇಳಿವುದಕ ತಾಲ್ಲೂಕಿನ ಮಳೆನೀರು ಗ್ರಾಮದಲ್ಲಿ ಹಲವು ಮನೆಯಿಂದಾಗಿ ಕೆಲ ಕುಟುಂಬವು ಬೀದಿಗೆ ನಿಲ್ಲಿಸಿದ್ದು ಅಧಿಕಾರಿ ಮೇಲೆಯೇ ಗಮನಹರಿಸಿ ಪರಿಹಾರ ಒದಗಿಸಲು ಮನವಿ ಮಾಡಿದ್ದಾರೆ. ತಮ್ಮ ಕುಟುಂಬದ ಹಲವು ಮಂದಿ ಸದಸ್ಯರು ಗಾಯಗೊಂಡಿದ್ದಾರೆ. ಮಳೆನೀರಿನಿಂದ ಮನೆಗಳಲ್ಲಿ ನೀರು ನುಗ್ಗಿದ್ದು ಆಹಾರಧಾನ್ಯಗಳು ಹಾಳಾಗಿವೆ. ಗ್ರಾಮದಲ್ಲಿ ಸಂಪೂರ್ಣವಾಗಿ ವಿದ್ಯುತ್ ಸಂಪರ್ಕ ಕಡಿತಗೊಂಡಿದ್ದು, ಜನರು ಕತ್ತಲೆಯಲ್ಲಿ ರಾತ್ರಿ ಕಳೆಯುವಂತಾಗಿದೆ. ತಕ್ಷಣ ತಾತ್ಕಾಲಿಕ ಪರಿಹಾರ ಕೇಂದ್ರ ತೆರೆದು ನೆರವು ನೀಡಬೇಕು ಎಂದು ಸ್ಥಳೀಯರು ಆಗ್ರಹಿಸಿದ್ದಾರೆ.	[14, 305, 210, 395]
photo-bjp-rally-caption: ಚನ್ನರಾಯಪಟ್ಟಣದ ಬೈಪಾಸ್ ರಸ್ತೆಯಲ್ಲಿ ಮಾರ್ಗಮಧ್ಯೆ ಬಿಜೆಪಿ ರಾಜ್ಯಾಧ್ಯಕ್ಷ ಬಿ.ವೈ. ವಿಜಯೇಂದ್ರ ಅವರನ್ನು ತಾಲ್ಲೂಕು ಬಿಜೆಪಿ ಮುಖಂಡ ಆರ್. ಬೋರಯ್ಯನ ಸಮ್ಮುಖ ಗೌರವಿಸಿದರು. ಜಿಲ್ಲಾಧ್ಯಕ್ಷ ಸಿದ್ದೇಶ್‌ನಾಗೇಂದ್ರ ಇದ್ದರು.	[226, 1062, 475, 1082]
classified-ads-top	[752, 452, 1325, 504]
photo-awareness-caption-1: ನ್ಯಾಯಾಧೀಶರು ತಿಳಿಸಿದರು.	[194, 1348, 255, 1358]
photo-award-handover	[614, 710, 735, 828]
ad-body: ಈ ಮೂಲಕ ಸಾರ್ವಜನಿಕರಿಗೆ ತಿಳಿಯಪಡಿಸುವುದೇನೆಂದರೆ, ಶ್ರೀ ಕೆ.ಎಂ.ಸಿ.ಎಲ್ ನಂ 12, ವಾರ್ಡ್ ನಂ. 9, ಹಾಸನ ನಗರದ ಆಸ್ತಿಯ ಮಾಲೀಕರಾಗಿದ್ದು, ಸದರಿ ಆಸ್ತಿಯನ್ನು ಮಾರಾಟ ಮಾಡಲು ಉದ್ದೇಶಿಸಿರುತ್ತಾರೆ. ಸದರಿ ಆಸ್ತಿಯ ಮೇಲೆ ಯಾರಿಗಾದರೂ ಯಾವುದೇ ರೀತಿಯ ಹಕ್ಕು ಬಾಧ್ಯತೆ ಇದ್ದಲ್ಲಿ 7 ದಿನಗಳೊಳಗೆ ದಾಖಲೆ ಸಹಿತ ಸಂಬಂಧಪಟ್ಟವರಿಗೆ ತಿಳಿಸಬೇಕಾಗಿ ಕೋರಲಾಗಿದೆ. ನಂತರ ಬರುವ ಯಾವುದೇ ಆಕ್ಷೇಪಣೆಗಳನ್ನು ಪರಿಗಣಿಸಲಾಗುವುದಿಲ್ಲ. ಸ್ಥಳ: ಹಾಸನ, ದಿನಾಂಕ: 29-10-2025	[756, 466, 932, 499]
kiru-suddi-badge	[14, 84, 209, 119]
jala-kicker: ಶಾಸಕ ನರೇಂದ್ರಸ್ವಾಮಿ ಮನವಿ	[983, 305, 1094, 320]
jala-col2: ನಗರದ ಸರ್ಕಾರಿ ಇಂಜಿನಿಯರಿಂಗ್ ಕಾಲೇಜು ಆವರಣದಲ್ಲಿ ನಡೆದ ಜಲಜಾಗೃತಿ ಕಾರ್ಯಕ್ರಮ ಉದ್ಘಾಟಿಸಿ ಮಾತನಾಡಿದ ಅವರು, ಮಳೆನೀರು ಕೊಯ್ಲು ವ್ಯವಸ್ಥೆ ಪ್ರತಿ ಮನೆಯಲ್ಲಿಯೂ ಕಡ್ಡಾಯವಾಗಬೇಕು ಎಂದು ಹೇಳಿದರು.	[751, 402, 937, 430]
kannada-board-body: ಚನ್ನರಾಯಪಟ್ಟಣ: ತಾಲ್ಲೂಕಿನ ಎಲ್ಲಾ ವಾಣಿಜ್ಯ ವಾಣಿಜ್ಯ ಮಳಿಗೆಗಳ ನಾಮಫಲಕಗಳಲ್ಲಿ ಶೇ.60ರಷ್ಟು ಕನ್ನಡ ಬಳಕೆ ಕಡ್ಡಾಯ ಎಂದು ಕನ್ನಡ ಸಾಹಿತ್ಯ ಪರಿಷತ್ ಅಧ್ಯಕ್ಷ ಬಾಲಕೃಷ್ಣ ತಿಳಿಸಿದರು. ನಿಯಮ ಉಲ್ಲಂಘಿಸಿದರೆ ದಂಡ ವಿಧಿಸಲಾಗುವುದು ಎಂದು ಎಚ್ಚರಿಸಿದರು. ಕನ್ನಡ ಭಾಷೆ ಬೆಳವಣಿಗೆಗೆ ಎಲ್ಲರೂ ಕೈಜೋಡಿಸಬೇಕು. ಸರ್ಕಾರಿ ಕಚೇರಿಗಳಲ್ಲಿ ಕನ್ನಡದಲ್ಲೇ ವ್ಯವಹಾರ ನಡೆಯಬೇಕು ಎಂದು ಒತ್ತಾಯಿಸಿದರು. ರಾಜ್ಯೋತ್ಸವ ಅಂಗವಾಗಿ 125 ಅಡಿ ಉದ್ದದ ಕನ್ನಡ ಬಾವುಟ ಮೆರವಣಿಗೆ ನಡೆಸಲು ತೀರ್ಮಾನಿಸಲಾಗಿದೆ. ಸಾಹಿತ್ಯ, ಕೃಷಿ, ಕ್ರೀಡೆ, ಶಿಕ್ಷಣ, ಸಂಗೀತ ಕ್ಷೇತ್ರದ ಸಾಧಕರಿಗೆ ಸನ್ಮಾನ ಮಾಡಲಾಗುವುದು ಎಂದು ಹೇಳಿದರು.	[226, 686, 475, 745]
award-dateline: ಬೇಲೂರು:	[491, 710, 516, 718]
left-story2-headline: ಮಳೆಗೆ ವಾಸದ ಮನೆ ಗೋಡೆ ಕುಸಿತ; ಆತಂಕ್ಕಾ ಜಮ	[14, 258, 206, 299]
photo-awareness-caption-2: ಎಸ್.ಐ. ಶಿವಕುಮಾರ್ ಸುಮಾ, ಬಿ.ಎಸ್. ಶಿವಕುಮಾರ್, ಉಮಾ ದೇವಿ, ಕಾಲೇಜಿನ ಪ್ರಾಂಶುಪಾಲ ಕುಮಾರ್‌ಸ್ವಾಮಿ ಉಪಸ್ಥಿತರಿದ್ದರು.	[309, 1348, 524, 1368]
lead-para5: ಹಾಸನಾಂಬ ಕಲಾಕ್ಷೇತ್ರದಲ್ಲಿ ಸಾಂಸ್ಕೃತಿಕ ಕಾರ್ಯಕ್ರಮ ಹಾಗೂ ಸಾಧಕರಿಗೆ ಸನ್ಮಾನ ಕಾರ್ಯಕ್ರಮ ಏರ್ಪಡಿಸಲಾಗಿದೆ. ಕನ್ನಡ ಪರ ಸಂಘಟನೆಗಳ ಮುಖಂಡರು ಸಭೆಯಲ್ಲಿ ಹಾಜರಿದ್ದು ಸಲಹೆ ಸೂಚನೆ ನೀಡಿದರು.	[386, 611, 735, 632]
left-column	[14, 84, 209, 1083]
degree-symbol-min: °	[813, 38, 818, 50]
